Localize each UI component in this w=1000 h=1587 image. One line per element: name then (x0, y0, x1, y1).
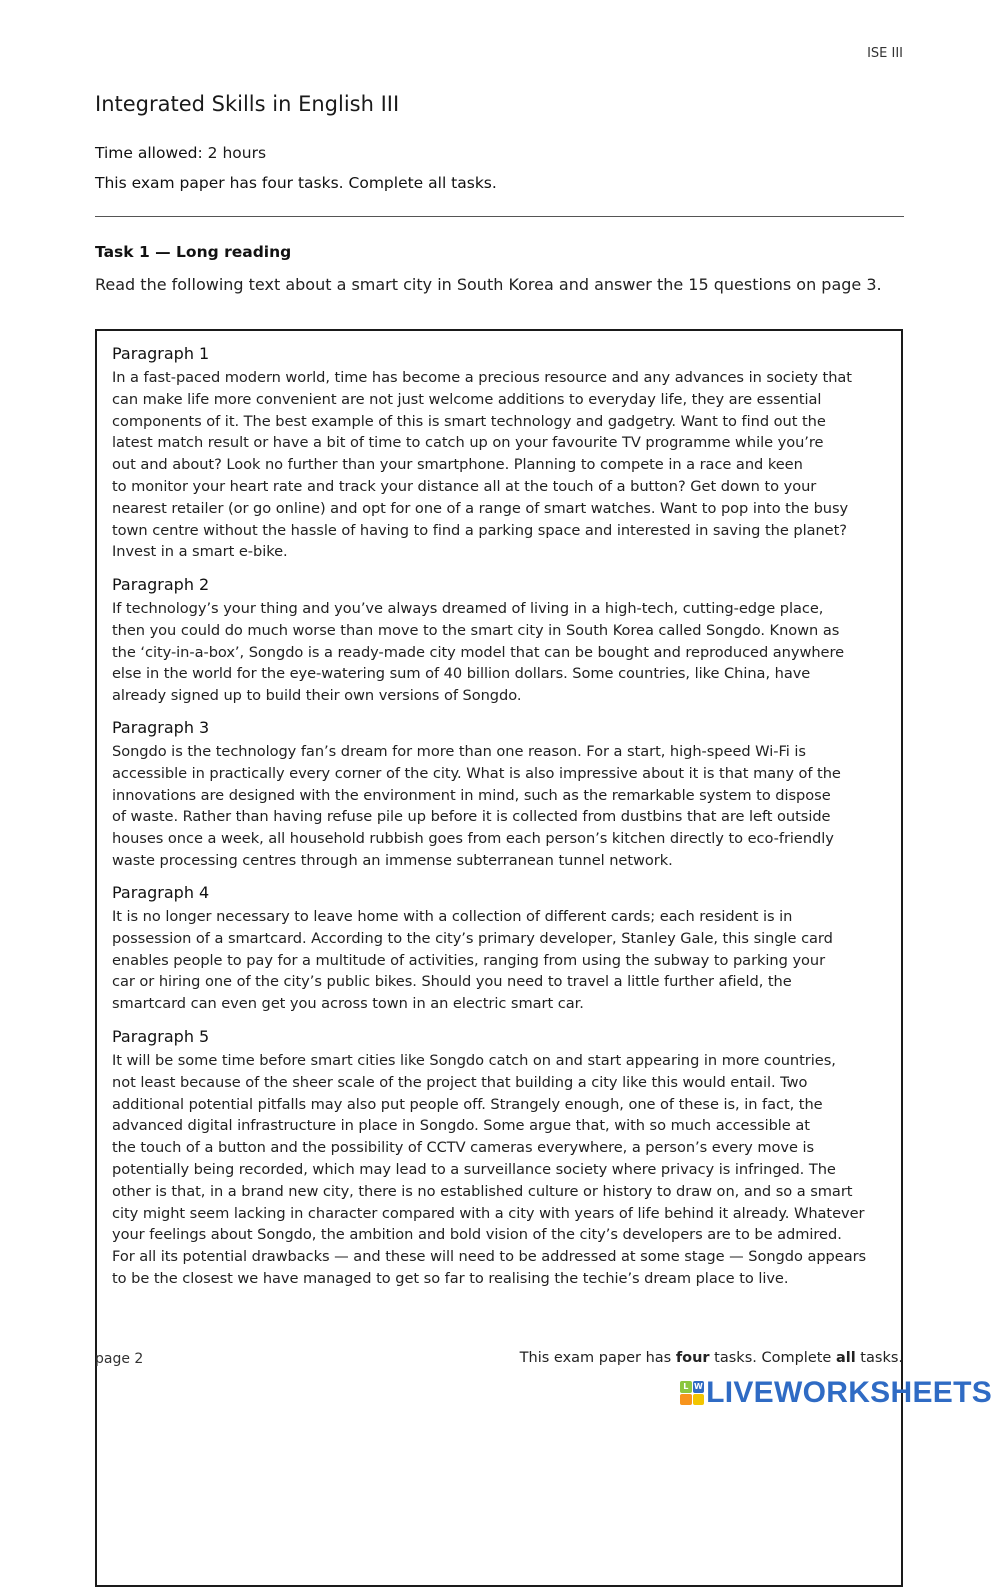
text-line: the touch of a button and the possibility of CCTV cameras everywhere, a person’s every move is (112, 1139, 815, 1157)
text-line: other is that, in a brand new city, there is no established culture or history to draw on, and so a smart (112, 1182, 853, 1200)
text-line: to be the closest we have managed to get so far to realising the techie’s dream place to live. (112, 1269, 789, 1287)
paragraph-2 (112, 574, 892, 707)
task-heading: Task 1 — Long reading (95, 243, 292, 261)
paragraph-title: Paragraph 4 (112, 883, 210, 902)
text-line: If technology’s your thing and you’ve always dreamed of living in a high-tech, cutting-edge place, (112, 600, 824, 617)
paragraph-body (112, 906, 892, 1015)
text-line: smartcard can even get you across town in an electric smart car. (112, 995, 584, 1013)
liveworksheets-logo[interactable] (680, 1376, 992, 1410)
paragraph-title: Paragraph 3 (112, 718, 210, 737)
paragraph-4 (112, 882, 892, 1015)
paragraph-body (112, 741, 892, 872)
logo-tile (680, 1394, 692, 1406)
time-allowed-label: Time allowed: (95, 144, 203, 162)
footer-note-emphasis: four (675, 1350, 710, 1366)
text-line: possession of a smartcard. According to the city’s primary developer, Stanley Gale, this single card (112, 929, 833, 947)
text-line: For all its potential drawbacks — and these will need to be addressed at some stage — Songdo appears (112, 1248, 867, 1266)
text-line: Songdo is the technology fan’s dream for more than one reason. For a start, high-speed Wi-Fi is (112, 743, 806, 760)
text-line: Invest in a smart e-bike. (112, 543, 288, 561)
text-line: town centre without the hassle of having to find a parking space and interested in saving the planet? (112, 521, 847, 539)
task-instruction: Read the following text about a smart city in South Korea and answer the 15 questions on page 3. (95, 275, 882, 294)
text-line: latest match result or have a bit of time to catch up on your favourite TV programme while you’re (112, 434, 824, 452)
liveworksheets-wordmark: LIVEWORKSHEETS (706, 1376, 992, 1409)
text-line: the ‘city-in-a-box’, Songdo is a ready-made city model that can be bought and reproduced anywhere (112, 643, 845, 661)
text-line: out and about? Look no further than your smartphone. Planning to compete in a race and keen (112, 456, 803, 474)
text-line: enables people to pay for a multitude of activities, ranging from using the subway to parking your (112, 951, 826, 969)
footer-note (520, 1350, 903, 1366)
paragraph-body (112, 367, 892, 563)
text-line: your feelings about Songdo, the ambition and bold vision of the city’s developers are to be admired. (112, 1226, 842, 1244)
text-line: components of it. The best example of this is smart technology and gadgetry. Want to find out the (112, 412, 826, 430)
text-line: else in the world for the eye-watering sum of 40 billion dollars. Some countries, like China, have (112, 665, 811, 683)
text-line: car or hiring one of the city’s public bikes. Should you need to travel a little further afield, the (112, 973, 792, 991)
text-line: then you could do much worse than move to the smart city in South Korea called Songdo. Known as (112, 621, 840, 639)
text-line: It will be some time before smart cities like Songdo catch on and start appearing in more countries, (112, 1052, 836, 1069)
paragraph-body (112, 1050, 892, 1290)
text-line: It is no longer necessary to leave home with a collection of different cards; each resident is in (112, 908, 793, 925)
document-title: Integrated Skills in English III (95, 92, 400, 116)
text-line: In a fast-paced modern world, time has become a precious resource and any advances in society that (112, 369, 852, 386)
text-line: of waste. Rather than having refuse pile up before it is collected from dustbins that are left outside (112, 808, 831, 826)
footer-page-number: page 2 (95, 1351, 144, 1367)
paragraph-1 (112, 343, 892, 563)
paragraph-title: Paragraph 2 (112, 575, 210, 594)
text-line: additional potential pitfalls may also put people off. Strangely enough, one of these is, in fact, the (112, 1095, 823, 1113)
text-line: advanced digital infrastructure in place in Songdo. Some argue that, with so much accessible at (112, 1117, 810, 1135)
text-line: to monitor your heart rate and track your distance all at the touch of a button? Get down to your (112, 477, 817, 495)
text-line: houses once a week, all household rubbish goes from each person’s kitchen directly to eco-friendly (112, 830, 834, 848)
text-line: can make life more convenient are not just welcome additions to everyday life, they are essential (112, 390, 822, 408)
time-allowed-value: 2 hours (207, 144, 267, 162)
time-allowed (95, 144, 266, 162)
paragraph-body (112, 598, 892, 707)
footer-note-text: tasks. Complete (709, 1350, 836, 1366)
footer-note-text: tasks. (855, 1350, 903, 1366)
text-line: city might seem lacking in character compared with a city with years of life behind it already. Whatever (112, 1204, 865, 1222)
text-line: accessible in practically every corner of the city. What is also impressive about it is that many of the (112, 764, 841, 782)
footer-note-emphasis: all (835, 1350, 856, 1366)
paragraph-3 (112, 717, 892, 872)
footer-note-text: This exam paper has (519, 1350, 676, 1366)
paragraph-title: Paragraph 5 (112, 1027, 210, 1046)
text-line: waste processing centres through an immense subterranean tunnel network. (112, 851, 673, 869)
text-line: not least because of the sheer scale of the project that building a city like this would entail. Two (112, 1073, 808, 1091)
liveworksheets-icon (680, 1381, 704, 1405)
paragraph-5 (112, 1026, 892, 1290)
header-code: ISE III (867, 46, 903, 61)
text-line: already signed up to build their own versions of Songdo. (112, 687, 522, 705)
tasks-notice: This exam paper has four tasks. Complete all tasks. (95, 174, 497, 192)
text-line: innovations are designed with the environment in mind, such as the remarkable system to dispose (112, 786, 831, 804)
paragraph-title: Paragraph 1 (112, 344, 210, 363)
text-line: nearest retailer (or go online) and opt for one of a range of smart watches. Want to pop into the busy (112, 499, 849, 517)
logo-tile: L (680, 1381, 692, 1393)
divider (95, 216, 904, 217)
logo-tile (693, 1394, 705, 1406)
logo-tile: W (693, 1382, 703, 1391)
text-line: potentially being recorded, which may lead to a surveillance society where privacy is infringed. The (112, 1160, 836, 1178)
